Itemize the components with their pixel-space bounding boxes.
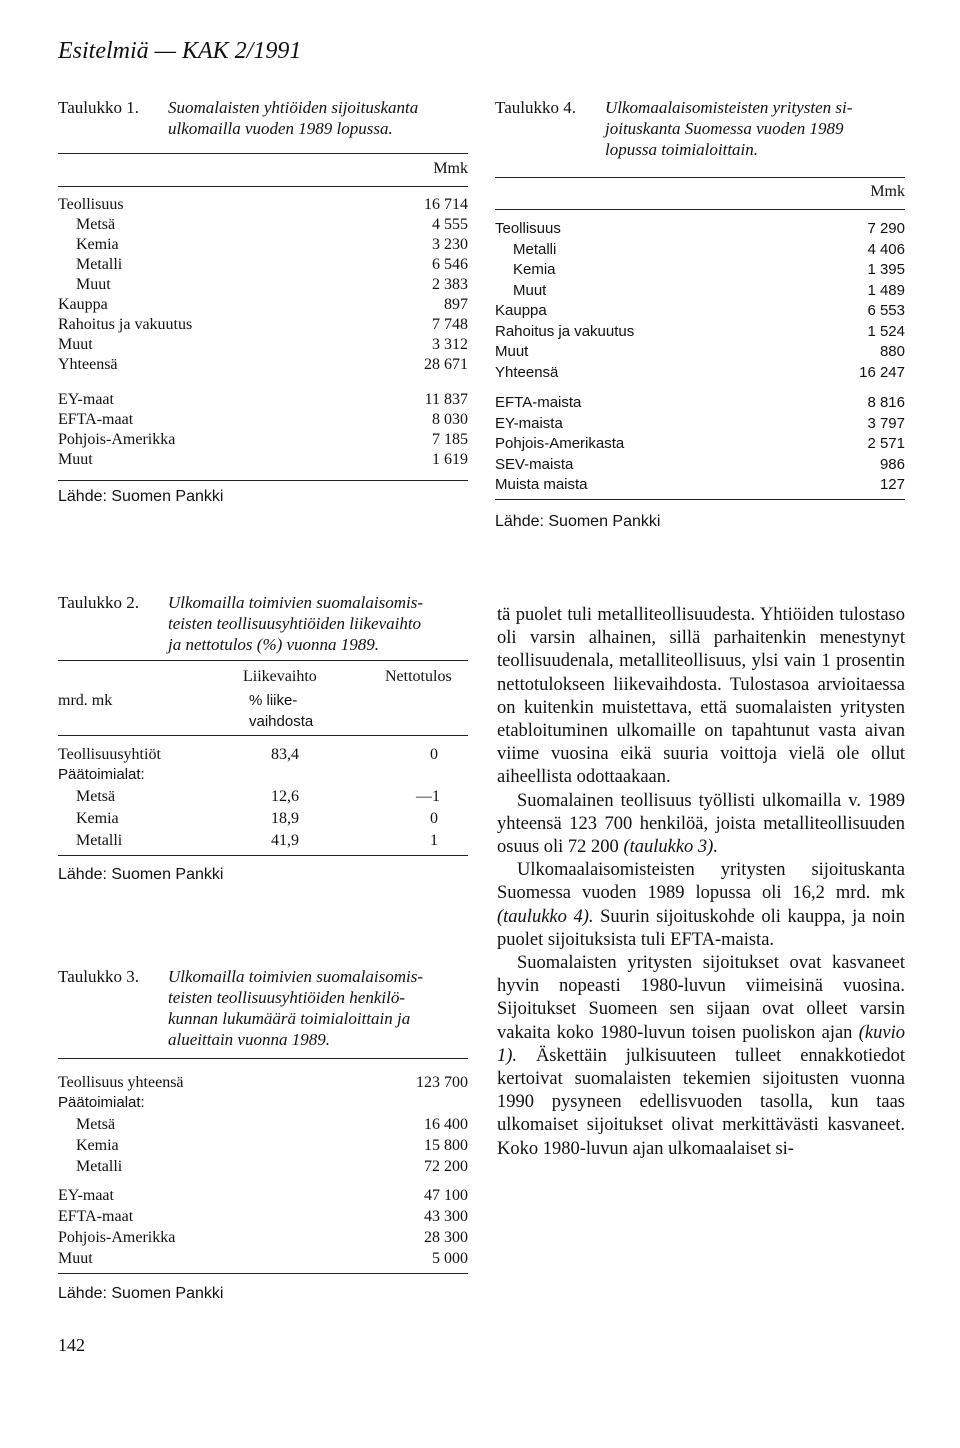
row-value: 3 230 [432, 236, 468, 253]
table1-title-line-1: Suomalaisten yhtiöiden sijoituskanta [168, 98, 419, 117]
table-reference: (taulukko 3). [623, 837, 718, 858]
table4-title-line-1: Ulkomaalaisomisteisten yritysten si- [605, 98, 853, 117]
body-paragraph: tä puolet tuli metalliteollisuudesta. Yhtiöiden tulostaso oli varsin alhainen, sillä parhaitenkin menestynyt teollisuudenala, metalliteollisuus, ylsi vain 1 prosentin nettotulokseen liikevaihdosta. Tulostasoa arvioitaessa on kuitenkin muistettava, että suomalaisten yritysten etabloituminen ulkomaille on tapahtunut vasta aivan viime vuosina eikä suuria voittoja vielä ole ollut aiheellista odottaakaan. [497, 605, 905, 788]
table-row [58, 787, 468, 807]
table4-head-rule [495, 209, 905, 210]
row-value: 3 312 [432, 336, 468, 353]
row-label: Kemia [76, 1137, 119, 1154]
row-value: 16 247 [859, 363, 905, 381]
table3-number: Taulukko 3. [58, 967, 139, 986]
row-value: 123 700 [416, 1074, 468, 1091]
table3-title-line-3: kunnan lukumäärä toimialoittain ja [168, 1009, 411, 1028]
body-text-run: Äskettäin julkisuuteen tulleet ennakkotiedot kertoivat suomalaisten tekemien sijoitusten vuonna 1990 pysyneen edellisvuoden tasolla, kun taas ulkomaiset sijoitukset olivat merkittävästi kasvaneet. Koko 1980-luvun ajan ulkomaalaiset si- [497, 1045, 905, 1159]
table-row [58, 1115, 468, 1135]
table-row [58, 1207, 468, 1227]
table2-body [58, 745, 468, 855]
table3-title-line-2: teisten teollisuusyhtiöiden henkilö- [168, 988, 406, 1007]
table-row [495, 301, 905, 321]
table-row [495, 219, 905, 239]
article-body [497, 604, 905, 1161]
table2-top-rule [58, 660, 468, 661]
table-row [58, 450, 468, 470]
row-label: Kemia [513, 261, 556, 278]
table3-title-line-4: alueittain vuonna 1989. [168, 1030, 330, 1049]
row-label: Pohjois-Amerikka [58, 1229, 176, 1246]
row-label: EFTA-maista [495, 394, 582, 411]
table-row [58, 430, 468, 450]
table-row [58, 255, 468, 275]
row-label: Rahoitus ja vakuutus [495, 322, 635, 340]
row-value: 28 671 [424, 356, 468, 373]
table-row [58, 1157, 468, 1177]
row-value: 6 553 [867, 302, 905, 319]
table2-source: Lähde: Suomen Pankki [58, 866, 224, 883]
table-row [58, 1249, 468, 1269]
table-row [58, 355, 468, 375]
row-label: Metsä [76, 1116, 116, 1133]
row-label: Päätoimialat: [58, 766, 145, 783]
row-value: 16 400 [424, 1116, 468, 1133]
table2-head-rule [58, 735, 468, 736]
table-row [58, 765, 468, 785]
table2-subhead-line-2: vaihdosta [249, 713, 314, 730]
body-text-run: Suomalaisten yritysten sijoitukset ovat kasvaneet hyvin nopeasti 1980-luvun viimeisinä vuosina. Sijoitukset Suomeen sen sijaan ovat olleet varsin vakaita koko 1980-luvun toisen puoliskon ajan [497, 953, 905, 1043]
table2-number: Taulukko 2. [58, 593, 139, 612]
table2-title-line-2: teisten teollisuusyhtiöiden liikevaihto [168, 614, 422, 633]
row-value: 4 555 [432, 216, 468, 233]
table1-source: Lähde: Suomen Pankki [58, 488, 224, 505]
row-value-col1: 83,4 [271, 746, 299, 763]
table-row [58, 295, 468, 315]
figure-reference: (kuvio 1). [497, 1022, 905, 1066]
body-paragraph [497, 952, 905, 1161]
row-value: 2 383 [432, 276, 468, 293]
row-value: 1 524 [867, 322, 905, 340]
table2-subhead-line-1: % liike- [249, 692, 298, 709]
row-label: EFTA-maat [58, 1208, 134, 1225]
table-row [58, 1136, 468, 1156]
row-value-col2: 0 [430, 810, 438, 827]
row-value: 1 619 [432, 451, 468, 468]
row-value: 986 [879, 455, 905, 473]
row-value: 1 395 [867, 261, 905, 278]
table2-unit: mrd. mk [58, 692, 113, 709]
row-label: Pohjois-Amerikka [58, 431, 176, 448]
row-value: 4 406 [867, 240, 905, 258]
row-label: Kemia [76, 236, 119, 253]
table3-bottom-rule [58, 1273, 468, 1274]
row-label: Yhteensä [495, 363, 559, 381]
row-value: 8 816 [867, 394, 905, 411]
row-value-col2: 1 [430, 832, 438, 849]
table4-body [495, 219, 905, 499]
body-text-run: Suurin sijoituskohde oli kauppa, ja noin puolet sijoituksista tuli EFTA-maista. [497, 906, 905, 950]
row-value: 880 [879, 343, 905, 360]
row-value-col2: —1 [416, 788, 440, 805]
table2-title-line-3: ja nettotulos (%) vuonna 1989. [168, 635, 380, 654]
row-label: Päätoimialat: [58, 1094, 145, 1111]
table-row [495, 363, 905, 383]
table1-unit: Mmk [433, 160, 468, 177]
row-label: EY-maat [58, 1187, 114, 1204]
row-label: Teollisuusyhtiöt [58, 746, 161, 763]
table-row [495, 455, 905, 475]
row-label: Muut [495, 343, 529, 360]
table4-title-line-3: lopussa toimialoittain. [605, 140, 759, 159]
row-label: Pohjois-Amerikasta [495, 435, 625, 452]
body-paragraph [497, 790, 905, 860]
row-label: Muut [58, 451, 93, 468]
row-value-col2: 0 [430, 746, 438, 763]
row-value: 5 000 [432, 1250, 468, 1267]
row-label: Rahoitus ja vakuutus [58, 316, 193, 333]
table-row [58, 1186, 468, 1206]
row-value: 47 100 [424, 1187, 468, 1204]
table-row [495, 322, 905, 342]
row-label: Kemia [76, 810, 119, 827]
page-number: 142 [58, 1335, 85, 1355]
row-label: EY-maat [58, 391, 114, 408]
table-row [495, 281, 905, 301]
table4-caption [495, 97, 915, 160]
row-label: Metalli [76, 832, 123, 849]
table1-top-rule [58, 153, 468, 154]
body-paragraph [497, 859, 905, 952]
table-row [58, 215, 468, 235]
table-row [58, 410, 468, 430]
table3-top-rule [58, 1058, 468, 1059]
table2-title-line-1: Ulkomailla toimivien suomalaisomis- [168, 593, 423, 612]
table1-number: Taulukko 1. [58, 98, 139, 117]
row-value-col1: 41,9 [271, 832, 299, 849]
row-label: Muut [513, 281, 547, 299]
table-row [58, 315, 468, 335]
table-row [58, 335, 468, 355]
table4-top-rule [495, 177, 905, 178]
row-label: Teollisuus [58, 196, 124, 213]
row-value: 8 030 [432, 411, 468, 428]
table4-unit: Mmk [870, 183, 905, 200]
row-value: 6 546 [432, 256, 468, 273]
table3-caption [58, 966, 478, 1050]
row-value-col1: 18,9 [271, 810, 299, 827]
table4-bottom-rule [495, 499, 905, 500]
table3-title-line-1: Ulkomailla toimivien suomalaisomis- [168, 967, 423, 986]
table3-source: Lähde: Suomen Pankki [58, 1285, 224, 1302]
row-value: 2 571 [867, 435, 905, 452]
row-label: Metsä [76, 788, 116, 805]
row-value: 11 837 [424, 391, 468, 408]
running-header: Esitelmiä — KAK 2/1991 [58, 38, 302, 64]
table1-head-rule [58, 186, 468, 187]
table-reference: (taulukko 4). [497, 906, 594, 927]
row-label: Teollisuus yhteensä [58, 1074, 184, 1091]
row-label: Muut [76, 276, 111, 293]
row-value-col1: 12,6 [271, 788, 299, 805]
row-value: 1 489 [867, 281, 905, 299]
row-label: Muista maista [495, 476, 588, 493]
row-label: Muut [58, 336, 93, 353]
table3-body [58, 1073, 468, 1273]
body-text-run: Ulkomaalaisomisteisten yritysten sijoituskanta Suomessa vuoden 1989 lopussa oli 16,2 mrd. mk [497, 860, 905, 904]
table4-number: Taulukko 4. [495, 98, 576, 117]
table2-col-subhead [249, 690, 359, 732]
table2-caption [58, 592, 478, 655]
body-text-run: Suomalainen teollisuus työllisti ulkomailla v. 1989 yhteensä 123 700 henkilöä, joista metalliteollisuuden osuus oli 72 200 [497, 790, 905, 858]
row-value: 7 748 [432, 316, 468, 333]
table-row [58, 1228, 468, 1248]
table-row [58, 275, 468, 295]
table1-bottom-rule [58, 480, 468, 481]
table-row [495, 260, 905, 280]
table-row [495, 414, 905, 434]
table1-caption [58, 97, 478, 139]
row-label: Metalli [513, 240, 557, 258]
table-row [495, 393, 905, 413]
table-row [58, 1093, 468, 1113]
table-row [58, 195, 468, 215]
row-label: Metalli [76, 256, 123, 273]
table-row [58, 745, 468, 765]
row-label: EFTA-maat [58, 411, 134, 428]
row-label: Muut [58, 1250, 93, 1267]
row-value: 43 300 [424, 1208, 468, 1225]
row-label: Kauppa [495, 302, 547, 319]
table-row [58, 390, 468, 410]
row-label: SEV-maista [495, 455, 574, 473]
row-label: Metalli [76, 1158, 123, 1175]
row-label: Yhteensä [58, 356, 118, 373]
row-label: Kauppa [58, 296, 108, 313]
row-value: 127 [879, 476, 905, 493]
row-value: 28 300 [424, 1229, 468, 1246]
table-row [495, 434, 905, 454]
row-label: EY-maista [495, 414, 563, 432]
row-label: Teollisuus [495, 220, 561, 237]
table1-body [58, 195, 468, 485]
row-value: 7 185 [432, 431, 468, 448]
row-value: 7 290 [867, 220, 905, 237]
table-row [495, 342, 905, 362]
table-row [495, 475, 905, 495]
table-row [58, 809, 468, 829]
table4-source: Lähde: Suomen Pankki [495, 513, 661, 530]
table-row [58, 1073, 468, 1093]
row-value: 897 [444, 296, 468, 313]
row-label: Metsä [76, 216, 116, 233]
table2-col2-head: Nettotulos [385, 668, 452, 685]
table-row [58, 831, 468, 851]
table2-col1-head: Liikevaihto [243, 668, 317, 685]
row-value: 15 800 [424, 1137, 468, 1154]
table-row [495, 240, 905, 260]
table4-title-line-2: joituskanta Suomessa vuoden 1989 [605, 119, 844, 138]
row-value: 3 797 [867, 414, 905, 432]
row-value: 16 714 [424, 196, 468, 213]
table2-bottom-rule [58, 855, 468, 856]
table-row [58, 235, 468, 255]
row-value: 72 200 [424, 1158, 468, 1175]
table1-title-line-2: ulkomailla vuoden 1989 lopussa. [168, 119, 393, 138]
